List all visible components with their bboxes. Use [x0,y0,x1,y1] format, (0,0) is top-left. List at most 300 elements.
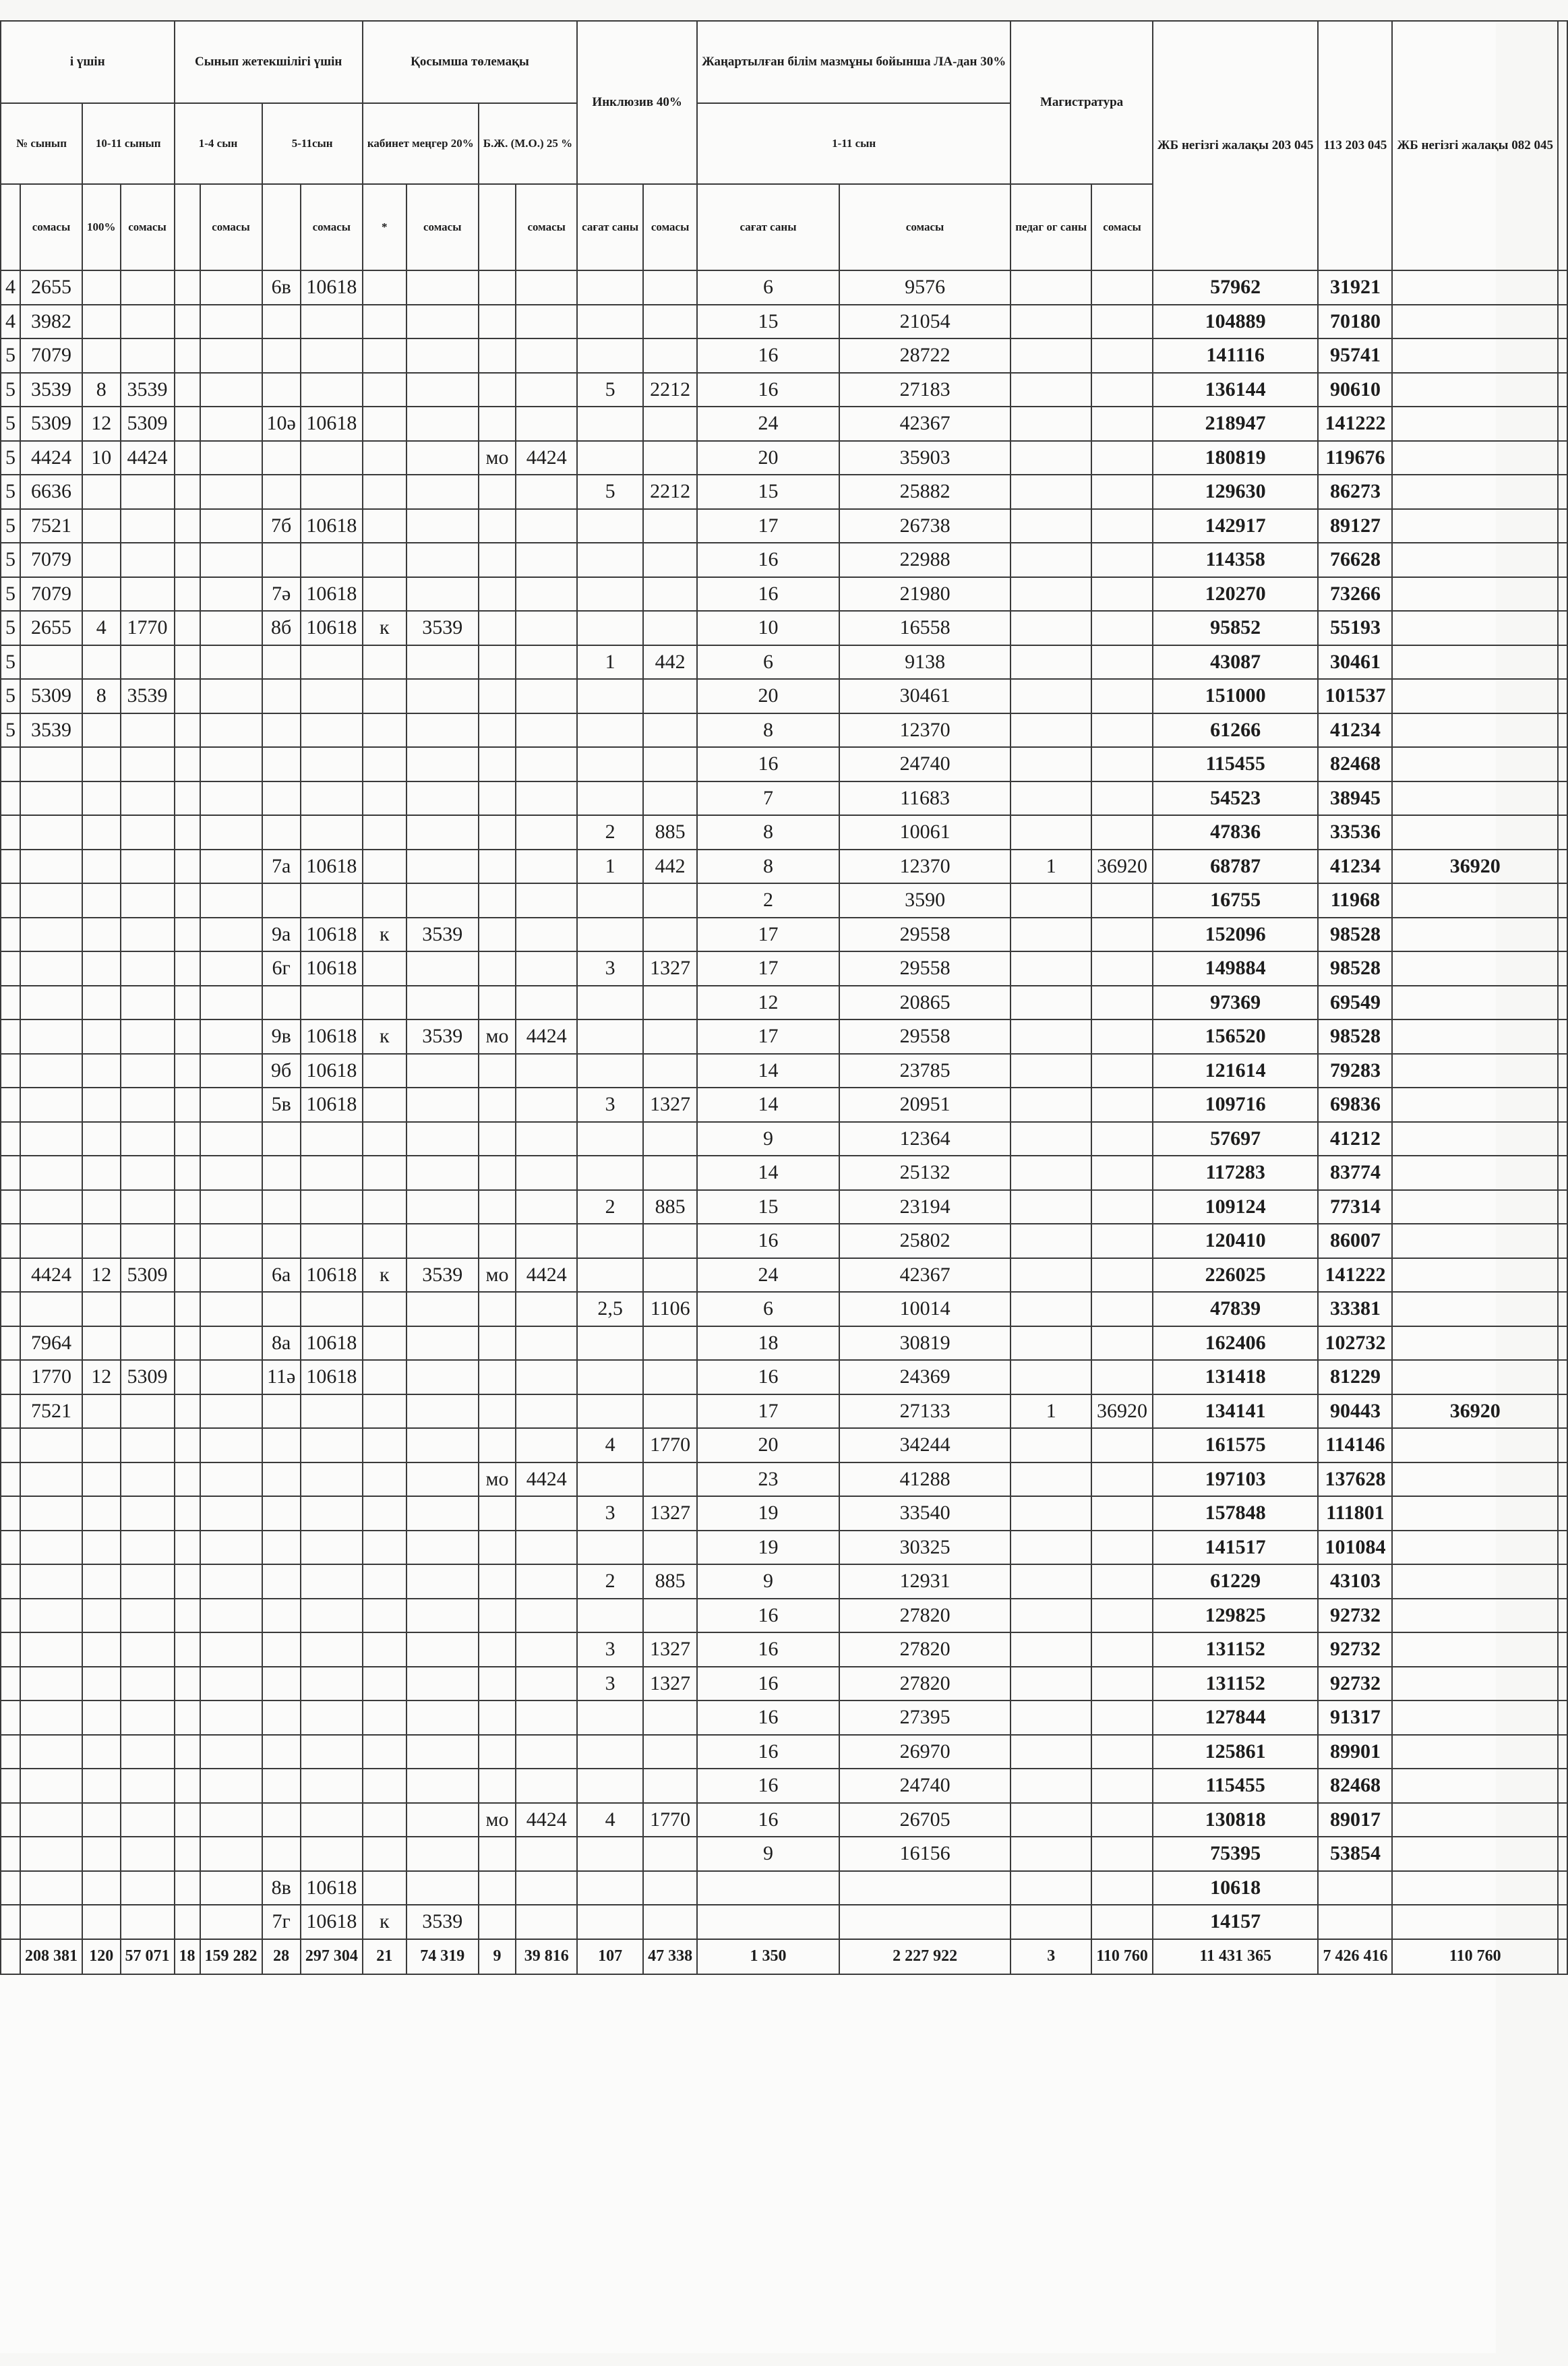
table-cell [1011,577,1091,612]
table-cell [516,713,577,748]
table-cell: 141222 [1318,1258,1392,1293]
table-cell: 16 [697,543,839,577]
table-cell: 98528 [1318,951,1392,986]
table-cell [363,951,406,986]
table-cell [363,305,406,339]
table-cell [262,1496,301,1531]
total-cell [1,1939,20,1974]
h-sagat: сағат саны [577,184,643,270]
table-cell [121,1735,175,1769]
table-cell [82,1088,121,1122]
h-somasy: сомасы [121,184,175,270]
table-cell [262,1428,301,1462]
table-cell [363,1599,406,1633]
table-cell [1,1599,20,1633]
table-cell [1392,1531,1558,1565]
table-cell [20,1088,82,1122]
table-cell: 442 [643,645,697,680]
table-cell: 12370 [839,850,1011,884]
table-cell [175,1088,200,1122]
table-cell: 42367 [839,407,1011,441]
table-cell: 7079 [20,338,82,373]
table-cell: 42367 [839,1258,1011,1293]
table-cell [479,1394,516,1429]
table-cell [200,918,262,952]
table-cell [577,543,643,577]
table-cell [200,1292,262,1326]
table-cell [1011,1496,1091,1531]
table-cell [82,713,121,748]
table-cell [1,1735,20,1769]
table-cell: 114146 [1318,1428,1392,1462]
table-cell [643,1394,697,1429]
table-cell [516,1700,577,1735]
table-cell [301,1735,363,1769]
table-row [1,407,1567,441]
total-cell: 9 [479,1939,516,1974]
table-cell [1091,713,1153,748]
table-row [1,1735,1567,1769]
table-cell: 111801 [1318,1496,1392,1531]
table-cell: 97369 [1153,986,1319,1020]
table-row [1,815,1567,850]
table-cell: 1327 [643,1496,697,1531]
table-cell: 131152 [1153,1667,1319,1701]
table-cell [301,713,363,748]
table-cell: 156520 [1153,1019,1319,1054]
table-cell: 81229 [1318,1360,1392,1394]
table-cell [1091,1292,1153,1326]
table-cell [20,1803,82,1837]
table-cell: 27183 [839,373,1011,407]
table-cell [121,1905,175,1939]
table-cell: 10618 [301,1258,363,1293]
table-cell: 29558 [839,918,1011,952]
table-cell [1392,1292,1558,1326]
table-cell [643,1837,697,1871]
table-cell: 16 [697,1224,839,1258]
table-cell [643,1122,697,1156]
table-cell: 89017 [1318,1803,1392,1837]
table-cell: мо [479,1019,516,1054]
table-cell: 57697 [1153,1122,1319,1156]
table-cell [121,951,175,986]
table-cell [406,1667,479,1701]
table-cell [1011,475,1091,509]
table-cell [82,475,121,509]
table-cell [577,407,643,441]
table-row [1,1564,1567,1599]
table-cell [1,1531,20,1565]
sub-511: 5-11сын [262,103,363,184]
table-cell [363,747,406,781]
table-cell [175,509,200,543]
table-cell [643,747,697,781]
table-cell [1091,747,1153,781]
table-cell: 10618 [301,270,363,305]
table-cell [82,1905,121,1939]
table-cell [516,1156,577,1190]
table-cell [121,338,175,373]
table-cell [479,679,516,713]
total-cell: 120 [82,1939,121,1974]
table-cell [200,1599,262,1633]
table-cell: 8 [82,373,121,407]
table-cell [20,1632,82,1667]
table-cell: 10 [82,441,121,475]
table-cell: 226025 [1153,1258,1319,1293]
table-cell: 27820 [839,1632,1011,1667]
table-cell: 3539 [406,1905,479,1939]
table-cell [516,543,577,577]
table-cell [1392,815,1558,850]
table-cell [516,475,577,509]
table-cell: 1 [577,850,643,884]
table-cell [121,1667,175,1701]
table-cell [82,1496,121,1531]
table-cell [479,1735,516,1769]
table-cell [363,1224,406,1258]
table-cell [363,475,406,509]
table-cell: 38945 [1318,781,1392,816]
table-cell: 23785 [839,1054,1011,1088]
total-cell: 208 381 [20,1939,82,1974]
table-cell [516,645,577,680]
table-cell [406,986,479,1020]
table-cell [1091,1871,1153,1905]
table-cell [1011,1224,1091,1258]
table-row [1,713,1567,748]
table-cell [121,1531,175,1565]
table-cell [121,645,175,680]
table-cell [175,713,200,748]
table-cell: 10618 [301,577,363,612]
total-cell: 57 071 [121,1939,175,1974]
table-cell [577,1156,643,1190]
total-cell: 39 816 [516,1939,577,1974]
table-cell: 1770 [643,1803,697,1837]
table-cell [479,611,516,645]
table-cell [406,951,479,986]
table-cell [516,509,577,543]
table-cell: 16 [697,1769,839,1803]
table-cell: 25132 [839,1156,1011,1190]
table-cell: 12 [82,407,121,441]
table-cell [82,543,121,577]
table-row [1,918,1567,952]
table-cell: 69549 [1318,986,1392,1020]
table-cell: 136144 [1153,373,1319,407]
table-cell [1392,1462,1558,1497]
table-cell: 16 [697,1735,839,1769]
table-cell: 5 [1,407,20,441]
table-cell: 5309 [20,679,82,713]
table-cell [363,1088,406,1122]
table-cell [577,1019,643,1054]
table-cell [479,1292,516,1326]
table-cell [200,338,262,373]
table-cell: 9б [262,1054,301,1088]
table-row [1,1667,1567,1701]
table-cell: 19 [697,1531,839,1565]
table-cell: мо [479,1462,516,1497]
table-cell [301,475,363,509]
table-cell [643,543,697,577]
table-cell [1392,1156,1558,1190]
table-cell: 121614 [1153,1054,1319,1088]
table-cell: 16 [697,1803,839,1837]
table-cell: 10618 [301,850,363,884]
table-row [1,1837,1567,1871]
table-cell [20,1905,82,1939]
table-cell: 137628 [1318,1462,1392,1497]
table-cell [1011,986,1091,1020]
table-cell: 2 [577,1190,643,1224]
table-cell: 91317 [1318,1700,1392,1735]
table-cell [479,1632,516,1667]
table-cell [1392,781,1558,816]
table-cell [516,1326,577,1361]
table-cell [175,1054,200,1088]
table-cell [577,441,643,475]
table-cell [82,918,121,952]
table-cell [1011,1667,1091,1701]
table-cell [1011,1564,1091,1599]
table-row [1,1224,1567,1258]
table-cell: 5309 [121,1360,175,1394]
table-cell: 20865 [839,986,1011,1020]
table-cell [577,1394,643,1429]
table-cell [200,1258,262,1293]
table-cell [1,1564,20,1599]
table-cell: 83774 [1318,1156,1392,1190]
table-cell [577,1871,643,1905]
table-cell [82,1837,121,1871]
table-cell [363,1122,406,1156]
table-cell: 5 [1,373,20,407]
table-cell [200,1803,262,1837]
table-cell: 115455 [1153,747,1319,781]
table-cell: 10014 [839,1292,1011,1326]
table-cell [406,543,479,577]
table-cell [1091,645,1153,680]
table-cell: 1 [1011,1394,1091,1429]
table-cell: 130818 [1153,1803,1319,1837]
table-cell: 4424 [516,1019,577,1054]
table-cell [20,1769,82,1803]
table-cell: 41212 [1318,1122,1392,1156]
table-cell [643,305,697,339]
table-cell [516,747,577,781]
table-cell [200,781,262,816]
table-cell [406,883,479,918]
table-cell: 98528 [1318,918,1392,952]
table-cell [577,338,643,373]
table-cell: 3539 [20,713,82,748]
table-cell [301,986,363,1020]
table-cell [1,1837,20,1871]
table-cell [1091,1905,1153,1939]
table-cell: 16755 [1153,883,1319,918]
table-cell: 57962 [1153,270,1319,305]
table-cell [1091,338,1153,373]
table-cell [577,1837,643,1871]
table-cell [1,1394,20,1429]
table-cell: 8 [697,713,839,748]
table-cell [1,781,20,816]
table-cell [363,1394,406,1429]
table-cell [121,1496,175,1531]
table-cell [1392,1735,1558,1769]
table-cell: 2 [577,815,643,850]
table-cell [643,986,697,1020]
table-cell [301,679,363,713]
table-cell: 4424 [121,441,175,475]
table-cell [121,1803,175,1837]
table-cell [200,1054,262,1088]
table-cell: 86007 [1318,1224,1392,1258]
table-cell [1011,815,1091,850]
table-cell [479,781,516,816]
table-cell [82,1428,121,1462]
table-cell: 885 [643,1190,697,1224]
table-cell: 104889 [1153,305,1319,339]
table-cell [643,441,697,475]
table-cell: 17 [697,509,839,543]
table-cell: 4424 [20,441,82,475]
table-cell: 10618 [301,1871,363,1905]
table-cell [1011,611,1091,645]
table-cell [121,1599,175,1633]
h-somasy: сомасы [406,184,479,270]
table-cell [262,1735,301,1769]
table-cell [363,1428,406,1462]
table-cell [479,407,516,441]
table-cell [577,1224,643,1258]
table-cell [301,373,363,407]
table-cell [406,1190,479,1224]
table-cell: 12 [82,1360,121,1394]
table-cell: 197103 [1153,1462,1319,1497]
table-cell: 141116 [1153,338,1319,373]
table-cell [200,747,262,781]
total-cell: 47 338 [643,1939,697,1974]
table-cell: 53854 [1318,1837,1392,1871]
table-cell [121,1019,175,1054]
table-cell [82,1122,121,1156]
table-cell [1,986,20,1020]
table-cell: 161575 [1153,1428,1319,1462]
table-cell [363,509,406,543]
table-cell [262,1632,301,1667]
table-cell: 7964 [20,1326,82,1361]
table-cell [643,577,697,612]
table-cell [1318,1871,1392,1905]
table-cell: 27133 [839,1394,1011,1429]
table-cell: 30461 [1318,645,1392,680]
table-cell: 26738 [839,509,1011,543]
table-cell [577,611,643,645]
table-cell [406,1769,479,1803]
table-row [1,1019,1567,1054]
table-row [1,1054,1567,1088]
table-cell [1392,1700,1558,1735]
table-row [1,543,1567,577]
table-cell [1091,1599,1153,1633]
table-cell [1392,1837,1558,1871]
total-cell: 107 [577,1939,643,1974]
table-cell [1091,270,1153,305]
table-cell [301,1599,363,1633]
table-cell: 17 [697,1394,839,1429]
table-cell [643,611,697,645]
table-cell [175,1019,200,1054]
table-cell [643,918,697,952]
table-cell [82,986,121,1020]
table-cell [121,270,175,305]
table-cell [262,373,301,407]
table-cell [301,1394,363,1429]
table-cell [516,815,577,850]
header-group-c: Қосымша төлемақы [363,21,577,103]
table-cell [1091,1360,1153,1394]
table-cell: 16 [697,747,839,781]
table-cell: 25882 [839,475,1011,509]
table-cell [1392,1803,1558,1837]
table-cell [121,1837,175,1871]
table-cell [262,1394,301,1429]
table-row [1,475,1567,509]
table-cell [1091,1667,1153,1701]
table-cell [1011,1054,1091,1088]
table-cell [516,883,577,918]
table-cell [1,1667,20,1701]
table-cell: 5 [577,373,643,407]
table-row [1,611,1567,645]
table-cell: 129825 [1153,1599,1319,1633]
table-cell [82,1462,121,1497]
table-cell: 127844 [1153,1700,1319,1735]
table-cell [406,1156,479,1190]
table-cell: 3539 [20,373,82,407]
totals-row [1,1939,1567,1974]
table-cell [1392,747,1558,781]
table-row [1,1360,1567,1394]
table-cell: 2212 [643,373,697,407]
table-cell [262,679,301,713]
table-cell [1318,1905,1392,1939]
table-cell [121,850,175,884]
table-cell [175,1258,200,1293]
table-cell [516,1632,577,1667]
table-cell: 29558 [839,1019,1011,1054]
table-cell: 16 [697,1632,839,1667]
table-cell [121,1394,175,1429]
table-cell [175,441,200,475]
table-cell [200,611,262,645]
table-cell [175,883,200,918]
table-cell [82,1803,121,1837]
table-cell [516,1871,577,1905]
total-cell: 1 350 [697,1939,839,1974]
table-cell [643,1735,697,1769]
table-cell [479,373,516,407]
table-cell [1011,883,1091,918]
table-cell [1011,1599,1091,1633]
table-cell [200,951,262,986]
table-cell [516,850,577,884]
h-pedag: педаг ог саны [1011,184,1091,270]
